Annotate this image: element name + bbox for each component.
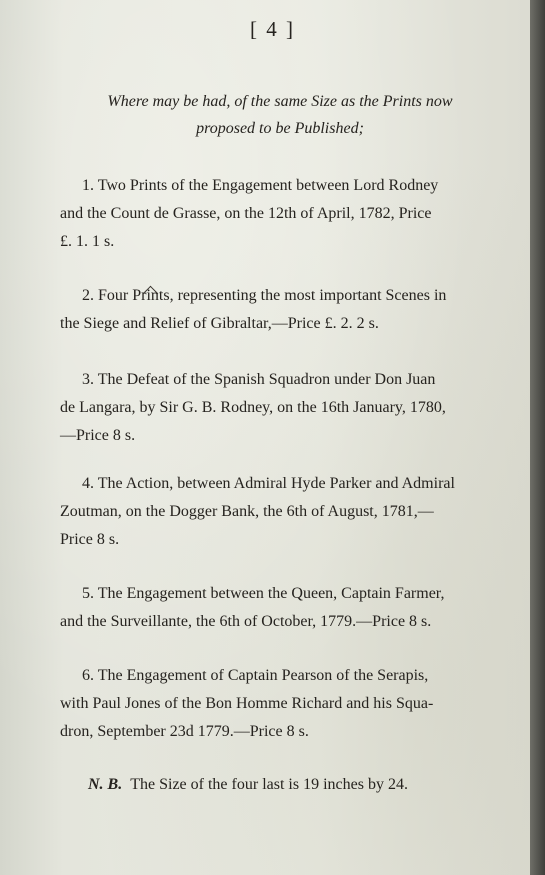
page-number: [ 4 ] [250, 17, 295, 41]
heading-line-1: Where may be had, of the same Size as the Prints now [107, 93, 453, 110]
list-item-line: and the Count de Grasse, on the 12th of April, 1782, Price [60, 205, 432, 222]
list-item-line: 1. Two Prints of the Engagement between Lord Rodney [82, 177, 439, 194]
list-item-2 [60, 282, 508, 338]
list-item-1 [60, 172, 508, 256]
heading-line-2: proposed to be Published; [196, 120, 364, 137]
list-item-line: 5. The Engagement between the Queen, Captain Farmer, [82, 585, 445, 602]
page-edge-shadow [530, 0, 545, 875]
heading [70, 88, 490, 142]
list-item-line: with Paul Jones of the Bon Homme Richard and his Squa- [60, 695, 434, 712]
list-item-line: de Langara, by Sir G. B. Rodney, on the 16th January, 1780, [60, 399, 446, 416]
nota-bene-label: N. B. [88, 776, 123, 793]
list-item-line: —Price 8 s. [60, 427, 136, 444]
list-item-line: £. 1. 1 s. [60, 233, 115, 250]
list-item-5 [60, 580, 508, 636]
list-item-line: 3. The Defeat of the Spanish Squadron under Don Juan [82, 371, 436, 388]
list-item-line: Zoutman, on the Dogger Bank, the 6th of August, 1781,— [60, 503, 434, 520]
list-item-line: and the Surveillante, the 6th of October, 1779.—Price 8 s. [60, 613, 432, 630]
list-item-line: 6. The Engagement of Captain Pearson of the Serapis, [82, 667, 429, 684]
list-item-6 [60, 662, 508, 746]
nota-bene-text: The Size of the four last is 19 inches by 24. [130, 776, 408, 793]
list-item-line: 4. The Action, between Admiral Hyde Parker and Admiral [82, 475, 455, 492]
list-item-line: 2. Four Prints, representing the most important Scenes in [82, 287, 447, 304]
list-item-4 [60, 470, 508, 554]
list-item-line: dron, September 23d 1779.—Price 8 s. [60, 723, 309, 740]
list-item-line: Price 8 s. [60, 531, 120, 548]
nota-bene [88, 772, 508, 798]
list-item-3 [60, 366, 508, 450]
list-item-line: the Siege and Relief of Gibraltar,—Price £. 2. 2 s. [60, 315, 379, 332]
